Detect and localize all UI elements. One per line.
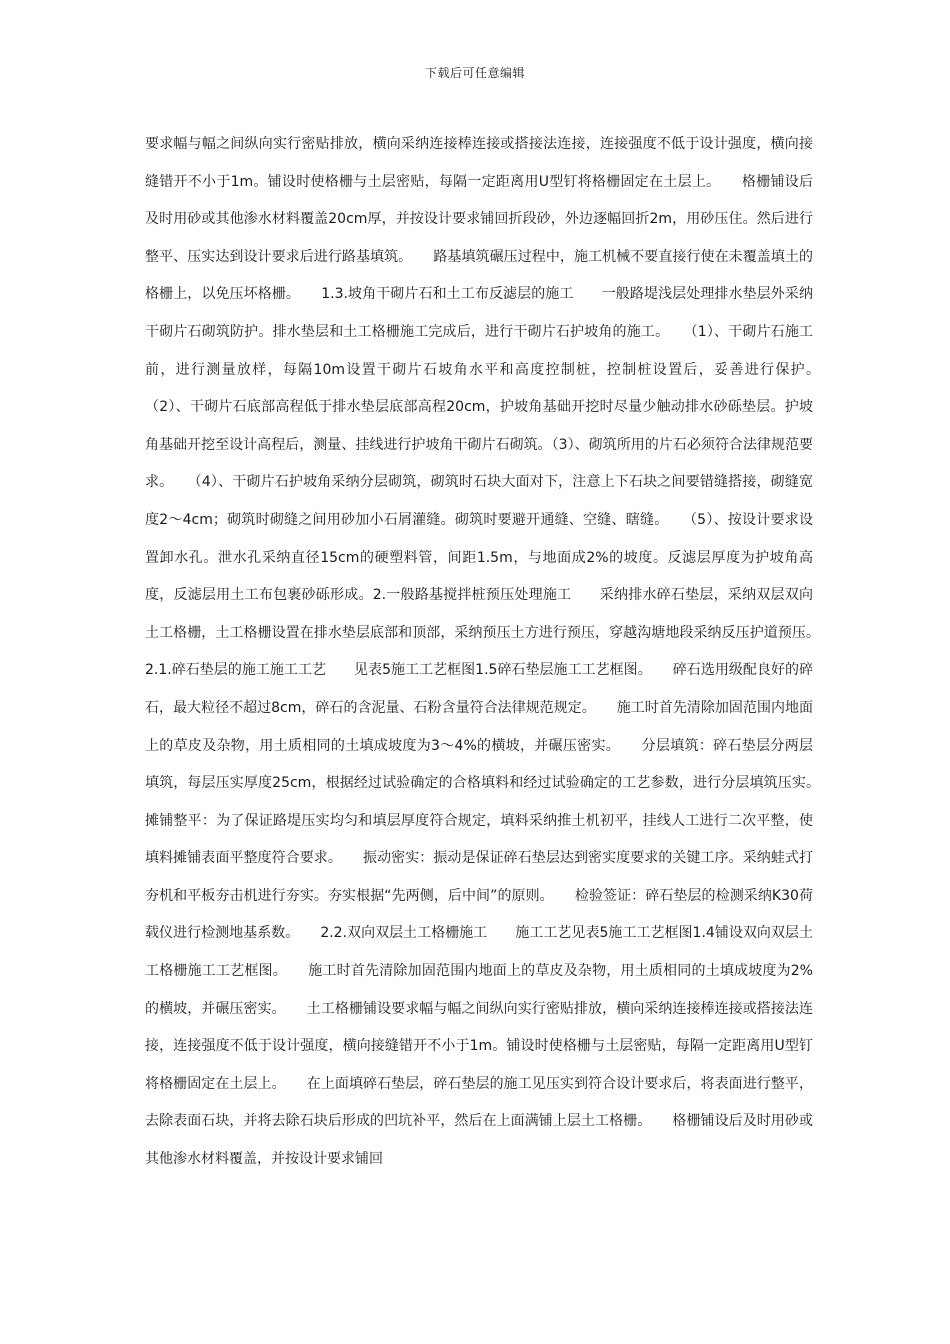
document-body: 要求幅与幅之间纵向实行密贴排放，横向采纳连接棒连接或搭接法连接，连接强度不低于设计强度，横向接缝错开不小于1m。铺设时使格栅与土层密贴，每隔一定距离用U型钉将格栅固定在土层上。 格栅铺设后及时用砂或其他渗水材料覆盖20cm厚，并按设计要求铺回折段砂，外边逐幅回折2m，用砂压住。然后进行整平、压实达到设计要求后进行路基填筑。 路基填筑碾压过程中，施工机械不要直接行使在未覆盖填土的格栅上，以免压坏格栅。 1.3.坡角干砌片石和土工布反滤层的施工 一般路堤浅层处理排水垫层外采纳干砌片石砌筑防护。排水垫层和土工格栅施工完成后，进行干砌片石护坡角的施工。 （1）、干砌片石施工前，进行测量放样，每隔10m设置干砌片石坡角水平和高度控制桩，控制桩设置后，妥善进行保护。 （2）、干砌片石底部高程低于排水垫层底部高程20cm，护坡角基础开挖时尽量少触动排水砂砾垫层。护坡角基础开挖至设计高程后，测量、挂线进行护坡角干砌片石砌筑。（3）、砌筑所用的片石必须符合法律规范要求。 （4）、干砌片石护坡角采纳分层砌筑，砌筑时石块大面对下，注意上下石块之间要错缝搭接，砌缝宽度2～4cm；砌筑时砌缝之间用砂加小石屑灌缝。砌筑时要避开通缝、空缝、瞎缝。 （5）、按设计要求设置卸水孔。泄水孔采纳直径15cm的硬塑料管，间距1.5m，与地面成2%的坡度。反滤层厚度为护坡角高度，反滤层用土工布包裹砂砾形成。2.一般路基搅拌桩预压处理施工 采纳排水碎石垫层，采纳双层双向土工格栅，土工格栅设置在排水垫层底部和顶部，采纳预压土方进行预压，穿越沟塘地段采纳反压护道预压。 2.1.碎石垫层的施工施工工艺 见表5施工工艺框图1.5碎石垫层施工工艺框图。 碎石选用级配良好的碎石，最大粒径不超过8cm，碎石的含泥量、石粉含量符合法律规范规定。 施工时首先清除加固范围内地面上的草皮及杂物，用土质相同的土填成坡度为3～4%的横坡，并碾压密实。 分层填筑：碎石垫层分两层填筑，每层压实厚度25cm，根据经过试验确定的合格填料和经过试验确定的工艺参数，进行分层填筑压实。 摊铺整平：为了保证路堤压实均匀和填层厚度符合规定，填料采纳推土机初平，挂线人工进行二次平整，使填料摊铺表面平整度符合要求。 振动密实：振动是保证碎石垫层达到密实度要求的关键工序。采纳蛙式打夯机和平板夯击机进行夯实。夯实根据“先两侧，后中间”的原则。 检验签证：碎石垫层的检测采纳K30荷载仪进行检测地基系数。 2.2.双向双层土工格栅施工 施工工艺见表5施工工艺框图1.4铺设双向双层土工格栅施工工艺框图。 施工时首先清除加固范围内地面上的草皮及杂物，用土质相同的土填成坡度为2%的横坡，并碾压密实。 土工格栅铺设要求幅与幅之间纵向实行密贴排放，横向采纳连接棒连接或搭接法连接，连接强度不低于设计强度，横向接缝错开不小于1m。铺设时使格栅与土层密贴，每隔一定距离用U型钉将格栅固定在土层上。 在上面填碎石垫层，碎石垫层的施工见压实到符合设计要求后，将表面进行整平，去除表面石块，并将去除石块后形成的凹坑补平，然后在上面满铺上层土工格栅。 格栅铺设后及时用砂或其他渗水材料覆盖，并按设计要求铺回 [145, 136, 841, 1168]
page-header: 下载后可任意编辑 [424, 66, 525, 80]
